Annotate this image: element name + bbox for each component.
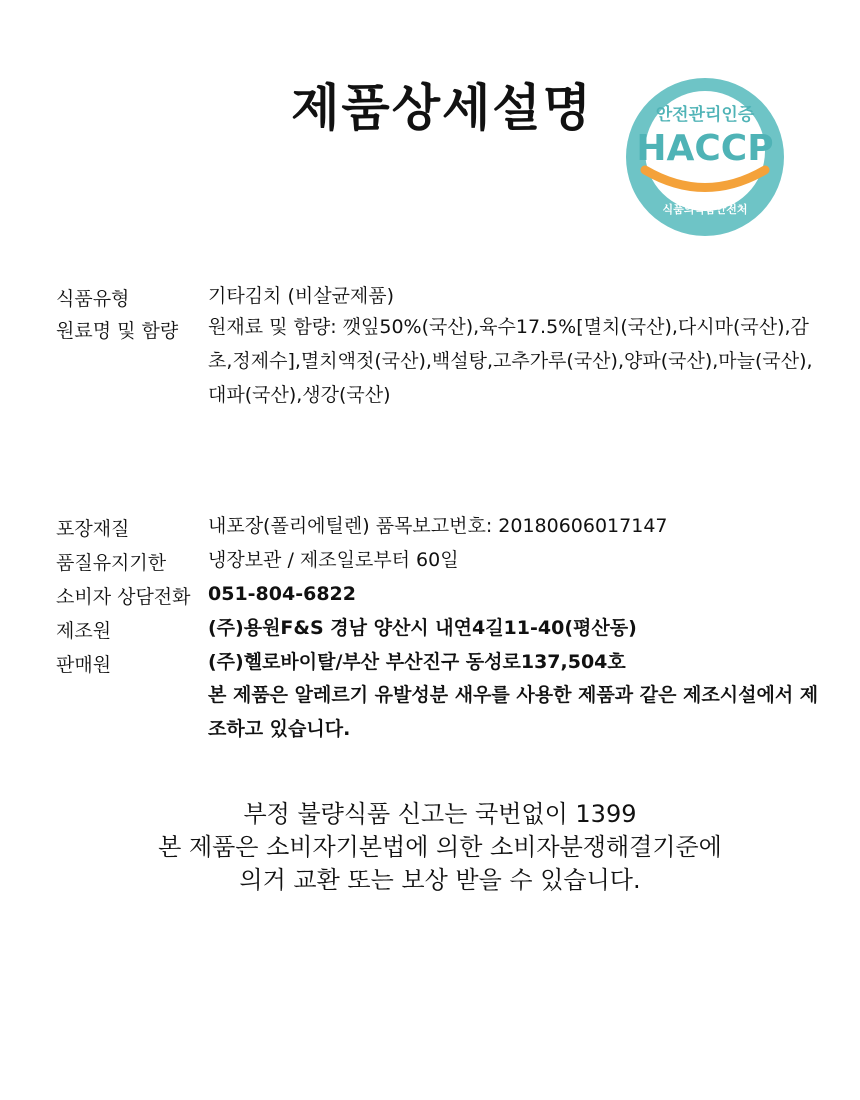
packaging-value: 내포장(폴리에틸렌) 품목보고번호: 20180606017147 [208, 515, 668, 537]
ingredients-label: 원료명 및 함량 [56, 320, 179, 342]
badge-top-text: 안전관리인증 [655, 105, 755, 125]
manufacturer-value: (주)용원F&S 경남 양산시 내연4길11-40(평산동) [208, 617, 637, 639]
packaging-label: 포장재질 [56, 518, 130, 540]
page-title: 제품상세설명 [291, 79, 593, 137]
badge-main-text: HACCP [636, 128, 774, 169]
seller-label: 판매원 [56, 654, 112, 676]
food-type-label: 식품유형 [56, 288, 130, 310]
badge-bottom-text: 식품의약품안전처 [662, 203, 748, 216]
haccp-badge-icon [625, 77, 785, 237]
ingredients-value: 원재료 및 함량: 깻잎50%(국산),육수17.5%[멸치(국산),다시마(국산),감초,정제수],멸치액젓(국산),백설탕,고추가루(국산),양파(국산),마늘(국산),대파(국산),생강(국산) [208, 316, 813, 406]
seller-value: (주)헬로바이탈/부산 부산진구 동성로137,504호 [208, 651, 626, 673]
notice-line-3: 의거 교환 또는 보상 받을 수 있습니다. [239, 866, 641, 894]
food-type-value: 기타김치 (비살균제품) [208, 285, 395, 307]
shelf-life-value: 냉장보관 / 제조일로부터 60일 [208, 549, 459, 571]
shelf-life-label: 품질유지기한 [56, 552, 167, 574]
notice-line-2: 본 제품은 소비자기본법에 의한 소비자분쟁해결기준에 [158, 833, 722, 861]
consumer-notice [0, 798, 860, 897]
allergy-notice: 본 제품은 알레르기 유발성분 새우를 사용한 제품과 같은 제조시설에서 제조하고 있습니다. [208, 684, 819, 740]
notice-line-1: 부정 불량식품 신고는 국번없이 1399 [243, 800, 637, 828]
phone-value: 051-804-6822 [208, 583, 356, 605]
phone-label: 소비자 상담전화 [56, 586, 191, 608]
manufacturer-label: 제조원 [56, 620, 112, 642]
